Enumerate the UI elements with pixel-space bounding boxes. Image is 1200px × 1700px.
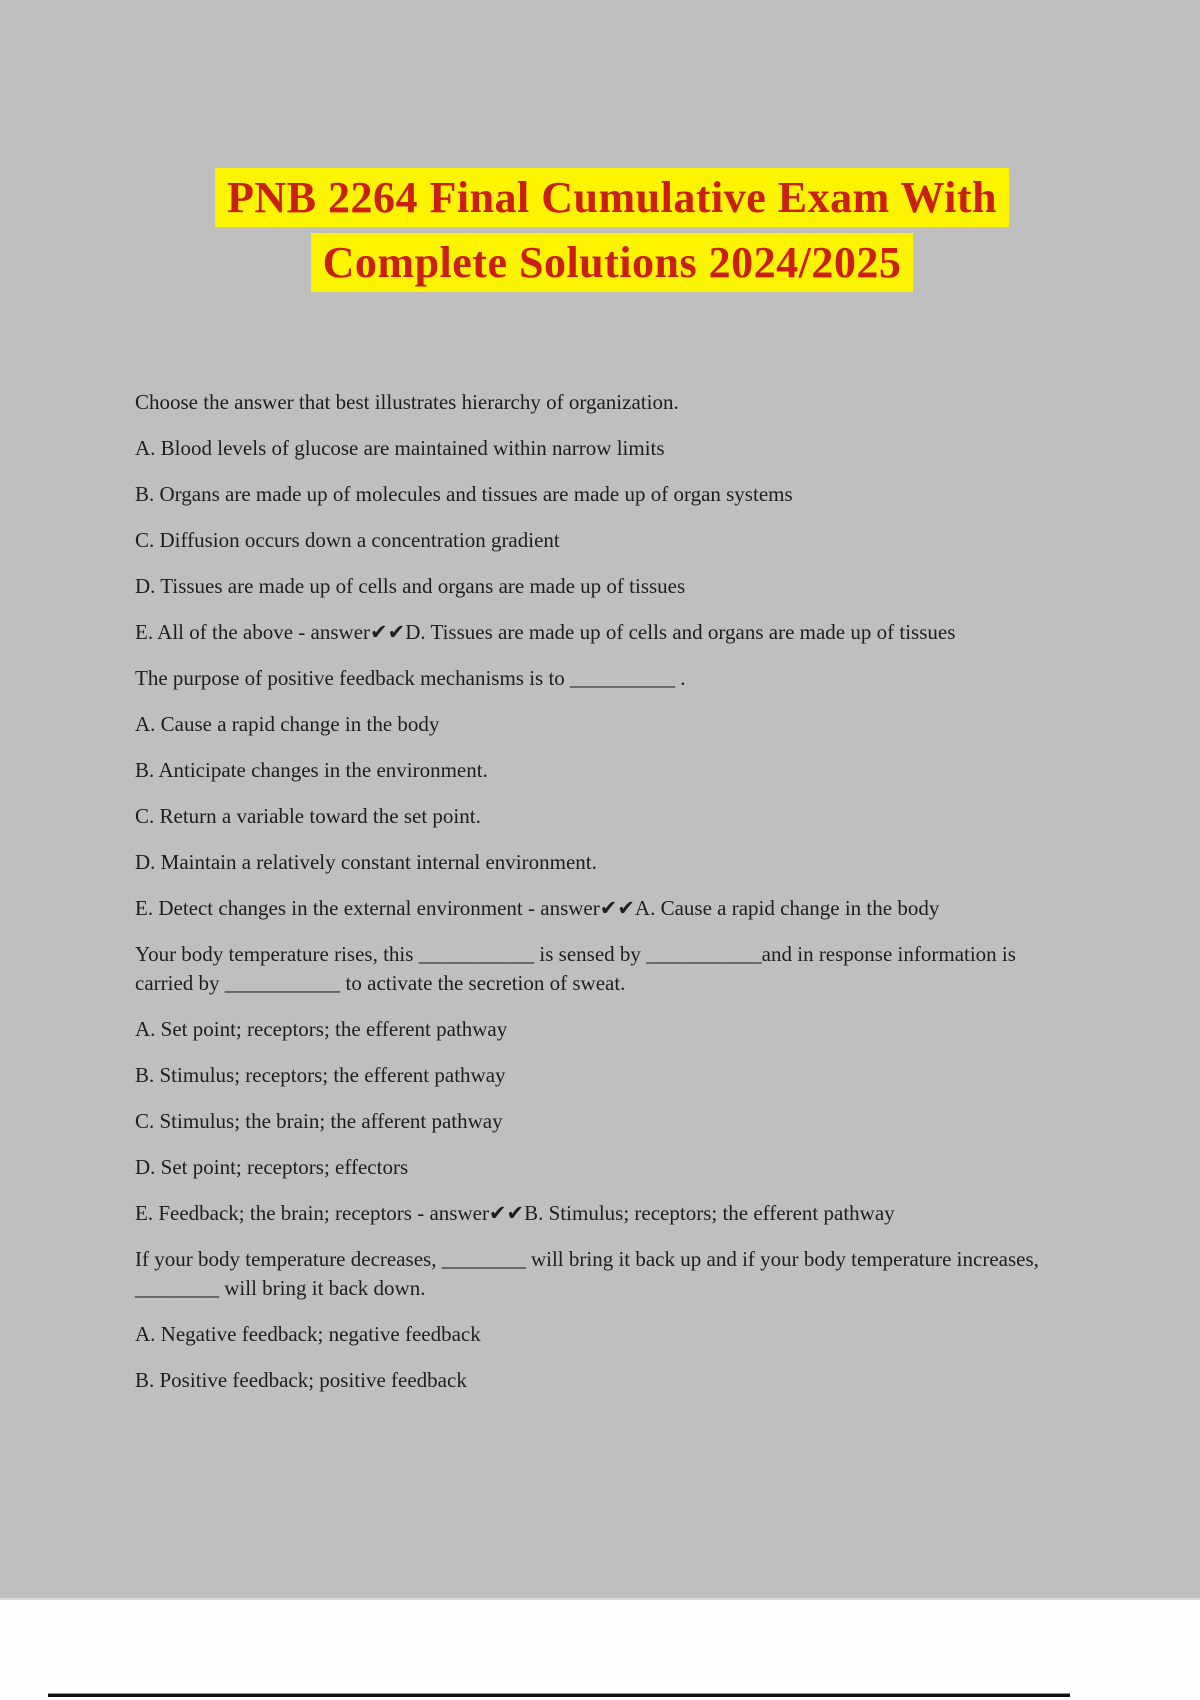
- question-2-option-a: A. Cause a rapid change in the body: [135, 712, 440, 736]
- question-1-option-c: C. Diffusion occurs down a concentration gradient: [135, 528, 560, 552]
- question-2-option-c: C. Return a variable toward the set point.: [135, 804, 481, 828]
- question-2-option-d: D. Maintain a relatively constant internal environment.: [135, 850, 597, 874]
- question-3-option-c: C. Stimulus; the brain; the afferent pathway: [135, 1109, 503, 1133]
- document-title-line-2: Complete Solutions 2024/2025: [311, 233, 914, 292]
- question-4-text: If your body temperature decreases, ________ will bring it back up and if your body temperature increases, ________ will bring it back down.: [135, 1247, 1039, 1300]
- question-1-option-e-answer: E. All of the above - answer✔✔D. Tissues are made up of cells and organs are made up of tissues: [135, 620, 956, 644]
- question-3-option-e-answer: E. Feedback; the brain; receptors - answer✔✔B. Stimulus; receptors; the efferent pathway: [135, 1201, 895, 1225]
- question-list: [135, 388, 1075, 1412]
- question-3-option-d: D. Set point; receptors; effectors: [135, 1155, 409, 1179]
- page-gap: [0, 1598, 1200, 1700]
- question-1-text: Choose the answer that best illustrates hierarchy of organization.: [135, 390, 679, 414]
- question-2-text: The purpose of positive feedback mechanisms is to __________ .: [135, 666, 686, 690]
- question-1-option-d: D. Tissues are made up of cells and organs are made up of tissues: [135, 574, 686, 598]
- question-1-option-a: A. Blood levels of glucose are maintained within narrow limits: [135, 436, 665, 460]
- question-3-option-b: B. Stimulus; receptors; the efferent pathway: [135, 1063, 506, 1087]
- next-page-top-border: [48, 1693, 1070, 1697]
- question-4-option-a: A. Negative feedback; negative feedback: [135, 1322, 481, 1346]
- question-4-option-b: B. Positive feedback; positive feedback: [135, 1368, 467, 1392]
- question-3-option-a: A. Set point; receptors; the efferent pathway: [135, 1017, 508, 1041]
- question-2-option-b: B. Anticipate changes in the environment.: [135, 758, 488, 782]
- document-title: [142, 168, 1082, 298]
- question-1-option-b: B. Organs are made up of molecules and tissues are made up of organ systems: [135, 482, 793, 506]
- question-3-text: Your body temperature rises, this ___________ is sensed by ___________and in response information is carried by ___________ to activate the secretion of sweat.: [135, 942, 1016, 995]
- document-title-line-1: PNB 2264 Final Cumulative Exam With: [215, 168, 1009, 227]
- question-2-option-e-answer: E. Detect changes in the external environment - answer✔✔A. Cause a rapid change in the body: [135, 896, 940, 920]
